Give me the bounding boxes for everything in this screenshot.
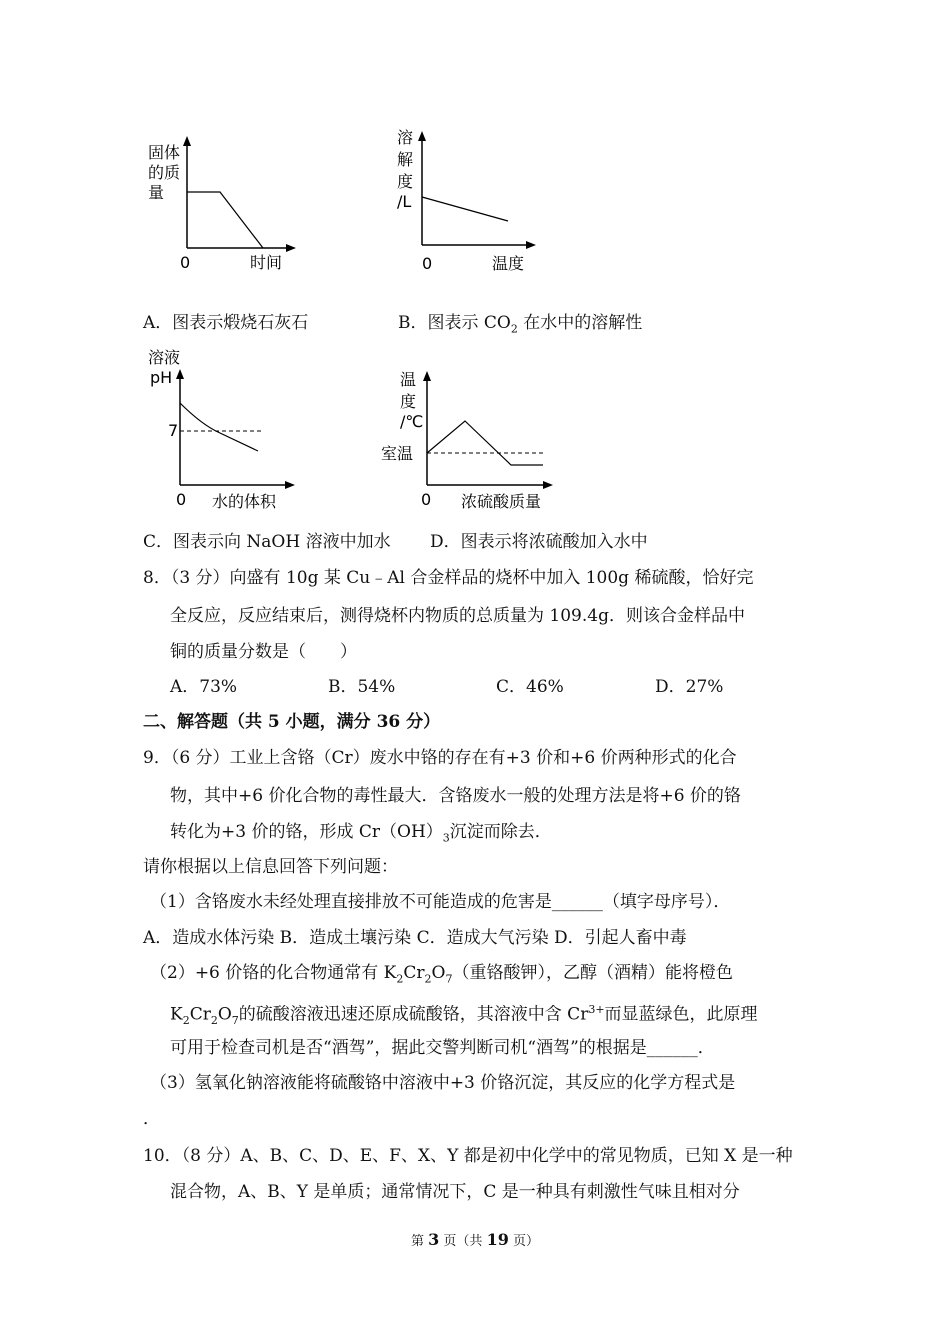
graph-b-x-arrow (526, 241, 536, 249)
graph-d-ylabel-1: 温 (400, 370, 417, 389)
graph-c-origin: 0 (176, 490, 187, 509)
graph-d (375, 365, 555, 515)
graph-c (140, 345, 310, 515)
graph-b-y-arrow (418, 131, 426, 141)
graph-a (140, 130, 300, 280)
graph-d-origin: 0 (421, 490, 432, 509)
graph-a-y-arrow (183, 136, 191, 146)
graph-b-ylabel-4: /L (397, 192, 412, 211)
graph-c-x-arrow (285, 481, 295, 489)
q9-part-3: （3）氢氧化钠溶液能将硫酸铬中溶液中+3 价铬沉淀，其反应的化学方程式是 (150, 1073, 736, 1093)
graph-c-xlabel: 水的体积 (212, 492, 277, 511)
graph-b-ylabel-1: 溶 (397, 128, 414, 147)
graph-a-ylabel-3: 量 (148, 183, 165, 202)
q8-stem-line-1: 8．（3 分）向盛有 10g 某 Cu﹣Al 合金样品的烧杯中加入 100g 稀硫酸，恰好完 (143, 568, 754, 588)
graph-b-ylabel-3: 度 (397, 172, 414, 191)
graph-a-ylabel-1: 固体 (148, 143, 181, 162)
q8-stem-line-3: 铜的质量分数是（ ） (170, 642, 357, 662)
q9-part-2-line-1: （2）+6 价铬的化合物通常有 $K_2Cr_2O_7$（重铬酸钾），乙醇（酒精）能将橙色 (150, 963, 733, 986)
q8-option-c: C．46% (496, 677, 564, 697)
caption-b: B．图表示 $CO_2$ 在水中的溶解性 (398, 313, 643, 336)
graph-d-ylabel-2: 度 (400, 392, 417, 411)
graph-a-origin: 0 (180, 253, 191, 272)
graph-b-xlabel: 温度 (492, 254, 525, 273)
section-heading: 二、解答题（共 5 小题，满分 36 分） (143, 712, 441, 732)
q9-part-1: （1）含铬废水未经处理直接排放不可能造成的危害是______（填字母序号）． (150, 892, 731, 912)
graph-c-curve (180, 403, 258, 451)
q8-stem-line-2: 全反应，反应结束后，测得烧杯内物质的总质量为 109.4g．则该合金样品中 (170, 606, 745, 626)
q9-stem-line-1: 9．（6 分）工业上含铬（Cr）废水中铬的存在有+3 价和+6 价两种形式的化合 (143, 748, 737, 768)
graph-c-ylabel-2: pH (150, 368, 173, 387)
graph-a-ylabel-2: 的质 (148, 163, 181, 182)
graph-d-y-arrow (423, 371, 431, 381)
graph-d-xlabel: 浓硫酸质量 (461, 492, 542, 511)
graph-c-y-arrow (176, 369, 184, 379)
q9-stem-line-2: 物，其中+6 价化合物的毒性最大．含铬废水一般的处理方法是将+6 价的铬 (170, 786, 741, 806)
q9-part-2-line-3: 可用于检查司机是否“酒驾”，据此交警判断司机“酒驾”的根据是______． (170, 1038, 715, 1058)
graph-d-x-arrow (543, 481, 553, 489)
q10-stem-line-2: 混合物，A、B、Y 是单质；通常情况下，C 是一种具有刺激性气味且相对分 (170, 1182, 740, 1202)
q8-option-b: B．54% (328, 677, 396, 697)
graph-c-tick: 7 (168, 421, 179, 440)
graph-b-origin: 0 (422, 254, 433, 273)
q10-stem-line-1: 10．（8 分）A、B、C、D、E、F、X、Y 都是初中化学中的常见物质，已知 X 是一种 (143, 1146, 793, 1166)
q9-prompt: 请你根据以上信息回答下列问题： (143, 857, 398, 877)
caption-c: C．图表示向 NaOH 溶液中加水 (143, 532, 391, 552)
graph-b (390, 125, 540, 280)
q9-part-2-line-2: $K_2Cr_2O_7$的硫酸溶液迅速还原成硫酸铬，其溶液中含 $Cr^{3+}$而显蓝绿色，此原理 (170, 1003, 758, 1028)
graph-d-ylabel-3: /℃ (400, 412, 424, 431)
caption-d: D．图表示将浓硫酸加入水中 (430, 532, 648, 552)
q9-stem-line-3: 转化为+3 价的铬，形成 $Cr(OH)_3$沉淀而除去． (170, 822, 552, 845)
page-footer: 第 3 页（共 19 页） (411, 1230, 539, 1249)
graph-c-ylabel-1: 溶液 (148, 348, 181, 367)
q8-option-d: D．27% (655, 677, 724, 697)
graph-b-curve (422, 197, 508, 221)
graph-b-ylabel-2: 解 (397, 150, 414, 169)
graph-a-x-arrow (286, 244, 296, 252)
q9-part-1-options: A．造成水体污染 B．造成土壤污染 C．造成大气污染 D．引起人畜中毒 (143, 928, 687, 948)
q9-part-3-end: ． (143, 1109, 160, 1129)
caption-a: A．图表示煅烧石灰石 (143, 313, 309, 333)
graph-d-tick: 室温 (381, 444, 414, 463)
graph-d-curve (427, 421, 543, 465)
graph-a-curve (187, 192, 263, 248)
q8-option-a: A．73% (170, 677, 238, 697)
graph-a-xlabel: 时间 (250, 253, 283, 272)
